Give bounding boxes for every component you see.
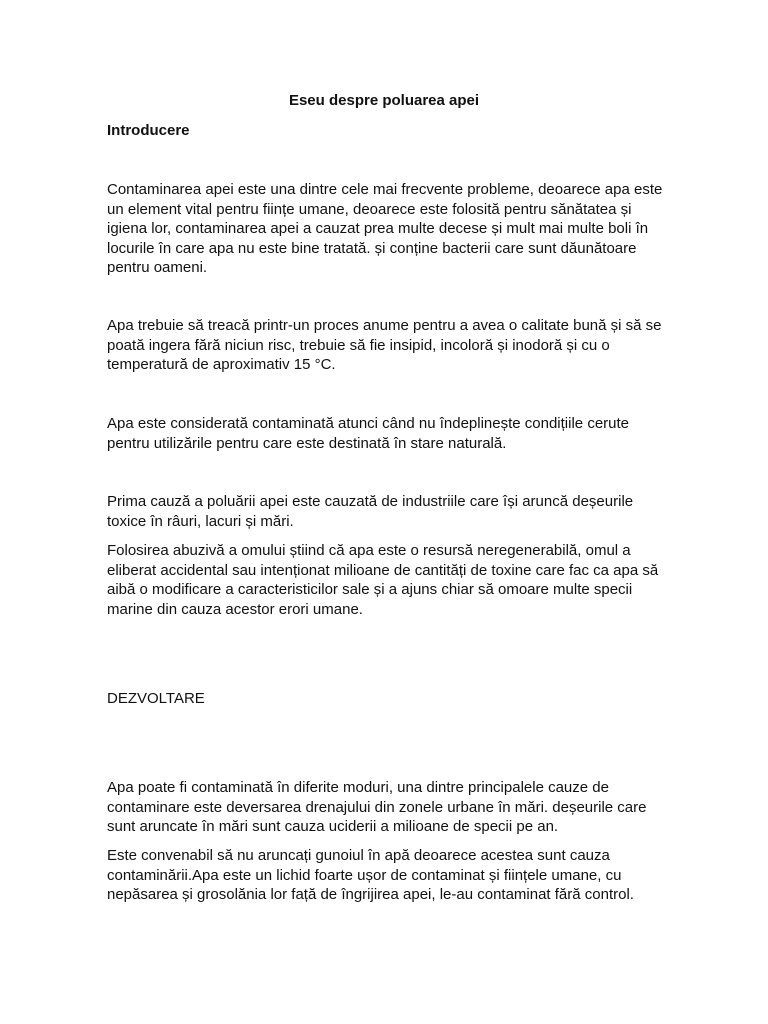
intro-heading: Introducere (107, 122, 190, 139)
paragraph-4: Prima cauză a poluării apei este cauzată de industriile care își aruncă deșeurile toxice în râuri, lacuri și mări. (107, 493, 634, 530)
development-paragraph-2: Este convenabil să nu aruncați gunoiul în apă deoarece acestea sunt cauza contaminării.Apa este un lichid foarte ușor de contaminat și ființele umane, cu nepăsarea și grosolănia lor față de îngrijirea apei, le-au contaminat fără control. (107, 847, 634, 904)
paragraph-5: Folosirea abuzivă a omului știind că apa este o resursă neregenerabilă, omul a eliberat accidental sau intenționat milioane de cantități de toxine care fac ca apa să aibă o modificare a caracteristicilor sale și a ajuns chiar să omoare multe specii marine din cauza acestor erori umane. (107, 542, 659, 618)
paragraph-2: Apa trebuie să treacă printr-un proces anume pentru a avea o calitate bună și să se poată ingera fără niciun risc, trebuie să fie insipid, incoloră și inodoră și cu o temperatură de aproximativ 15 °C. (107, 317, 662, 374)
paragraph-3: Apa este considerată contaminată atunci când nu îndeplinește condițiile cerute pentru utilizările pentru care este destinată în stare naturală. (107, 415, 630, 452)
development-heading: DEZVOLTARE (107, 690, 205, 707)
development-paragraph-1: Apa poate fi contaminată în diferite moduri, una dintre principalele cauze de contaminare este deversarea drenajului din zonele urbane în mări. deșeurile care sunt aruncate în mări sunt cauza uciderii a milioane de specii pe an. (107, 779, 647, 836)
document-title: Eseu despre poluarea apei (288, 92, 480, 109)
paragraph-1: Contaminarea apei este una dintre cele mai frecvente probleme, deoarece apa este un element vital pentru ființe umane, deoarece este folosită pentru sănătatea și igiena lor, contaminarea apei a cauzat prea multe decese și mult mai multe boli în locurile în care apa nu este bine tratată. și conține bacterii care sunt dăunătoare pentru oameni. (107, 181, 663, 277)
